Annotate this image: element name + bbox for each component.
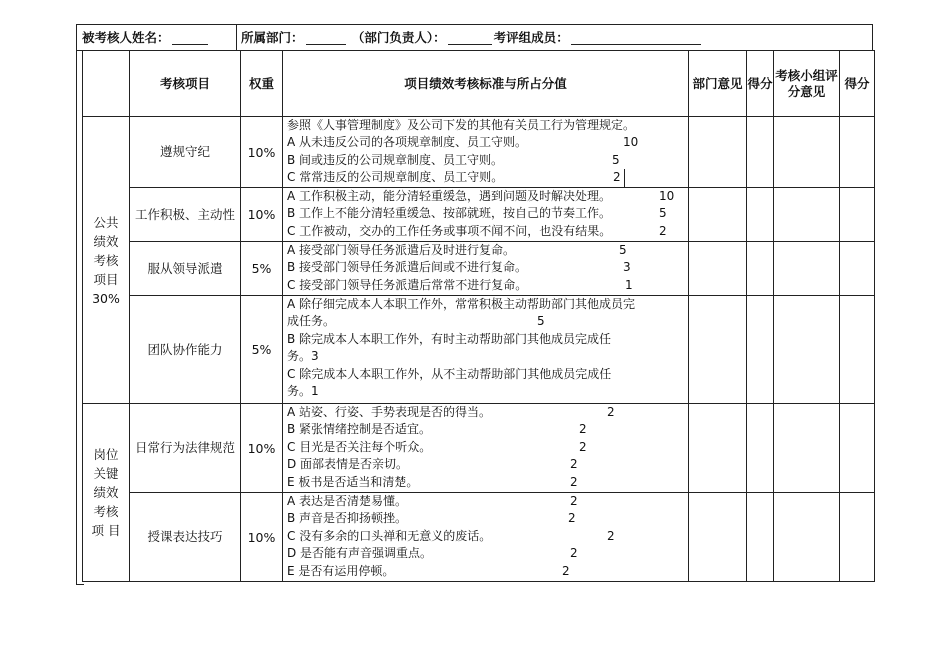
- criteria-cell: [283, 296, 689, 404]
- criteria-line: A 除仔细完成本人本职工作外，常常积极主动帮助部门其他成员完: [287, 297, 636, 311]
- score-cell[interactable]: [840, 242, 875, 296]
- criteria-score: 5: [619, 243, 627, 257]
- panel-opinion-cell[interactable]: [774, 296, 840, 404]
- department-label: 所属部门: [241, 30, 292, 45]
- criteria-score: 2: [570, 494, 578, 508]
- corner-cell: [83, 51, 130, 117]
- panel-members-label: 考评组成员: [493, 30, 557, 45]
- criteria-line: C 接受部门领导任务派遣后常常不进行复命。: [287, 277, 528, 292]
- score-cell[interactable]: [747, 404, 774, 493]
- criteria-line: B 间或违反的公司规章制度、员工守则。: [287, 152, 504, 167]
- panel-opinion-cell[interactable]: [774, 188, 840, 242]
- item-name: 团队协作能力: [130, 296, 241, 404]
- criteria-cell: [283, 117, 689, 188]
- criteria-score: 2: [613, 169, 625, 186]
- dept-opinion-cell[interactable]: [689, 493, 747, 582]
- criteria-line: E 板书是否适当和清楚。: [287, 474, 419, 489]
- dept-leader-label: （部门负责人）: [351, 30, 434, 45]
- criteria-line: B 工作上不能分清轻重缓急、按部就班，按自己的节奏工作。: [287, 206, 612, 221]
- dept-opinion-cell[interactable]: [689, 296, 747, 404]
- col-score1-header: 得分: [747, 51, 774, 117]
- criteria-cell: [283, 404, 689, 493]
- criteria-line: C 常常违反的公司规章制度、员工守则。: [287, 170, 504, 185]
- criteria-line: 参照《人事管理制度》及公司下发的其他有关员工行为管理规定。: [287, 118, 636, 132]
- col-panel-opinion-header: 考核小组评分意见: [774, 51, 840, 117]
- panel-opinion-cell[interactable]: [774, 117, 840, 188]
- panel-opinion-cell[interactable]: [774, 242, 840, 296]
- criteria-score: 2: [579, 439, 587, 454]
- left-margin-line: [76, 50, 77, 585]
- criteria-score: 5: [612, 152, 620, 167]
- score-cell[interactable]: [747, 188, 774, 242]
- col-score2-header: 得分: [840, 51, 875, 117]
- col-dept-opinion-header: 部门意见: [689, 51, 747, 117]
- table-row: [83, 188, 875, 242]
- criteria-score: 2: [607, 405, 615, 419]
- criteria-score: 5: [537, 314, 545, 329]
- dept-opinion-cell[interactable]: [689, 242, 747, 296]
- score-cell[interactable]: [747, 493, 774, 582]
- table-row: [83, 242, 875, 296]
- assessee-name-field[interactable]: 被考核人姓名：: [82, 25, 210, 50]
- criteria-score: 10: [623, 135, 639, 150]
- criteria-line: B 声音是否抑扬顿挫。: [287, 511, 408, 526]
- criteria-line: A 表达是否清楚易懂。: [287, 494, 408, 508]
- score-cell[interactable]: [840, 188, 875, 242]
- criteria-score: 2: [579, 422, 587, 437]
- item-name: 遵规守纪: [130, 117, 241, 188]
- criteria-cell: [283, 188, 689, 242]
- col-weight-header: 权重: [241, 51, 283, 117]
- header-divider: [236, 25, 237, 50]
- col-criteria-header: 项目绩效考核标准与所占分值: [283, 51, 689, 117]
- appraisal-table: [82, 50, 875, 582]
- criteria-line: A 从未违反公司的各项规章制度、员工守则。: [287, 135, 528, 150]
- criteria-line: A 工作积极主动，能分清轻重缓急，遇到问题及时解决处理。: [287, 189, 612, 203]
- score-cell[interactable]: [840, 117, 875, 188]
- criteria-line: C 没有多余的口头禅和无意义的废话。: [287, 528, 492, 543]
- table-row: [83, 493, 875, 582]
- criteria-line: E 是否有运用停顿。: [287, 563, 395, 578]
- criteria-score: 2: [607, 528, 615, 543]
- criteria-score: 2: [570, 474, 578, 489]
- table-row: [83, 404, 875, 493]
- criteria-score: 1: [625, 277, 633, 292]
- criteria-score: 2: [568, 511, 576, 526]
- department-blank[interactable]: [306, 32, 346, 45]
- criteria-line: C 除完成本人本职工作外，从不主动帮助部门其他成员完成任: [287, 366, 612, 381]
- item-weight: 5%: [241, 242, 283, 296]
- criteria-score: 2: [562, 563, 570, 578]
- score-cell[interactable]: [840, 493, 875, 582]
- item-name: 授课表达技巧: [130, 493, 241, 582]
- item-weight: 10%: [241, 117, 283, 188]
- score-cell[interactable]: [747, 242, 774, 296]
- group-label-key-position: 岗位关键绩效考核项 目: [83, 404, 130, 582]
- group-label-public: 公共绩效考核项目30%: [83, 117, 130, 404]
- item-weight: 10%: [241, 493, 283, 582]
- panel-members-blank[interactable]: [571, 32, 701, 45]
- criteria-score: 10: [659, 189, 675, 203]
- criteria-score: 2: [570, 546, 578, 561]
- criteria-cell: [283, 242, 689, 296]
- department-field[interactable]: 所属部门： （部门负责人）： 考评组成员：: [241, 25, 703, 50]
- criteria-score: 2: [570, 457, 578, 472]
- criteria-line: 成任务。: [287, 314, 336, 329]
- item-name: 日常行为法律规范: [130, 404, 241, 493]
- criteria-line: D 是否能有声音强调重点。: [287, 546, 433, 561]
- item-weight: 10%: [241, 188, 283, 242]
- assessee-name-label: 被考核人姓名: [82, 30, 158, 45]
- criteria-line: B 除完成本人本职工作外，有时主动帮助部门其他成员完成任: [287, 331, 612, 346]
- item-name: 工作积极、主动性: [130, 188, 241, 242]
- table-header-row: [83, 51, 875, 117]
- dept-opinion-cell[interactable]: [689, 404, 747, 493]
- table-row: [83, 117, 875, 188]
- col-item-header: 考核项目: [130, 51, 241, 117]
- criteria-line: 务。3: [287, 349, 319, 364]
- criteria-score: 5: [659, 206, 667, 221]
- bottom-tick: [76, 584, 84, 585]
- item-name: 服从领导派遣: [130, 242, 241, 296]
- table-row: [83, 296, 875, 404]
- criteria-cell: [283, 493, 689, 582]
- score-cell[interactable]: [747, 296, 774, 404]
- criteria-line: C 目光是否关注每个听众。: [287, 439, 432, 454]
- criteria-score: 2: [659, 223, 667, 238]
- criteria-score: 3: [623, 260, 631, 275]
- dept-leader-blank[interactable]: [448, 32, 492, 45]
- score-cell[interactable]: [840, 404, 875, 493]
- criteria-line: 务。1: [287, 383, 319, 398]
- criteria-line: C 工作被动，交办的工作任务或事项不闻不问，也没有结果。: [287, 223, 612, 238]
- criteria-line: A 接受部门领导任务派遣后及时进行复命。: [287, 243, 516, 257]
- criteria-line: D 面部表情是否亲切。: [287, 457, 409, 472]
- panel-opinion-cell[interactable]: [774, 493, 840, 582]
- panel-opinion-cell[interactable]: [774, 404, 840, 493]
- dept-opinion-cell[interactable]: [689, 188, 747, 242]
- criteria-line: B 紧张情绪控制是否适宜。: [287, 422, 432, 437]
- item-weight: 5%: [241, 296, 283, 404]
- criteria-line: A 站姿、行姿、手势表现是否的得当。: [287, 405, 492, 419]
- dept-opinion-cell[interactable]: [689, 117, 747, 188]
- score-cell[interactable]: [840, 296, 875, 404]
- assessee-name-blank[interactable]: [172, 32, 208, 45]
- item-weight: 10%: [241, 404, 283, 493]
- score-cell[interactable]: [747, 117, 774, 188]
- criteria-line: B 接受部门领导任务派遣后间或不进行复命。: [287, 260, 528, 275]
- form-header: [76, 24, 873, 51]
